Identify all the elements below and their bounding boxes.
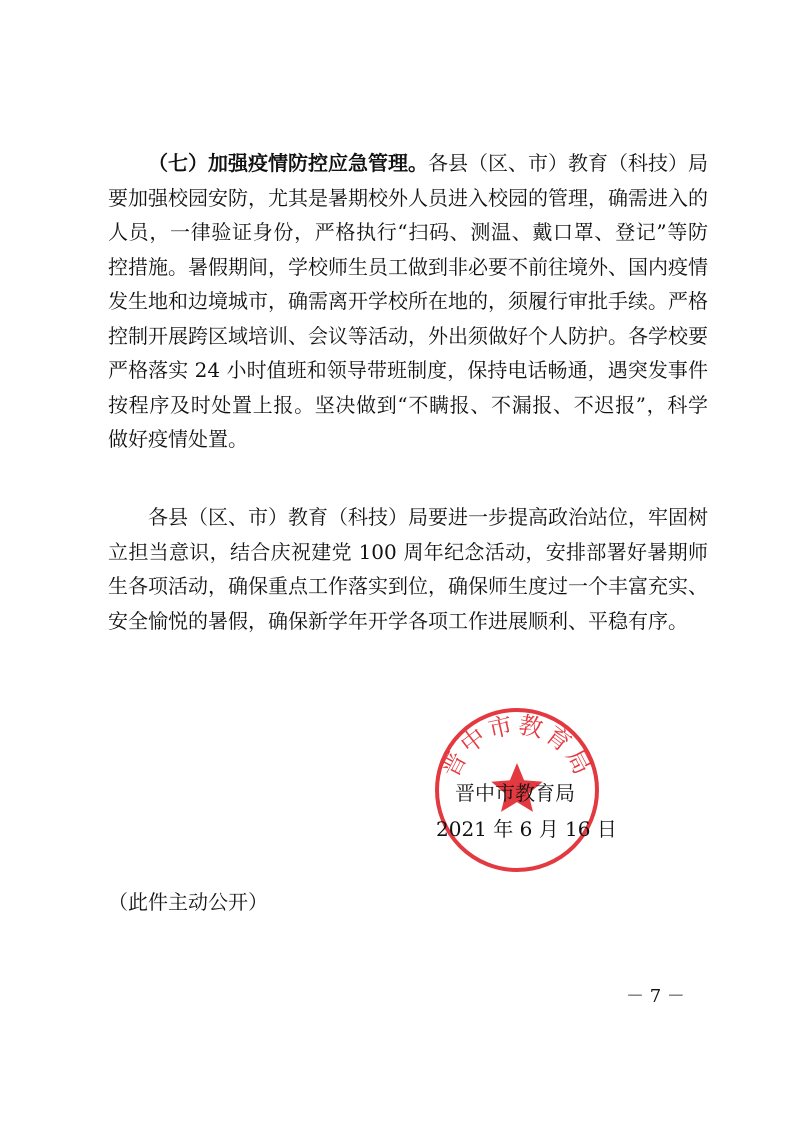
signature-date: 2021 年 6 月 16 日	[436, 817, 617, 841]
paragraph-body: 各县（区、市）教育（科技）局要加强校园安防，尤其是暑期校外人员进入校园的管理，确需进入的人员，一律验证身份，严格执行“扫码、测温、戴口罩、登记”等防控措施。暑假期间，学校师生员工做到非必要不前往境外、国内疫情发生地和边境城市，确需离开学校所在地的，须履行审批手续。严格控制开展跨区域培训、会议等活动，外出须做好个人防护。各学校要严格落实 24 小时值班和领导带班制度，保持电话畅通，遇突发事件按程序及时处置上报。坚决做到“不瞒报、不漏报、不迟报”，科学做好疫情处置。	[108, 151, 708, 451]
signature-organization: 晋中市教育局	[455, 781, 575, 805]
paragraph-heading: （七）加强疫情防控应急管理。	[148, 151, 428, 175]
seal-text: 晋中市教育局	[436, 710, 598, 782]
page-number: － 7 －	[626, 986, 685, 1007]
disclosure-note: （此件主动公开）	[108, 890, 268, 914]
paragraph-epidemic-management	[108, 146, 708, 457]
paragraph-closing-requirements: 各县（区、市）教育（科技）局要进一步提高政治站位，牢固树立担当意识，结合庆祝建党 100 周年纪念活动，安排部署好暑期师生各项活动，确保重点工作落实到位，确保师生度过一个丰富充实、安全愉悦的暑假，确保新学年开学各项工作进展顺利、平稳有序。	[108, 505, 708, 633]
